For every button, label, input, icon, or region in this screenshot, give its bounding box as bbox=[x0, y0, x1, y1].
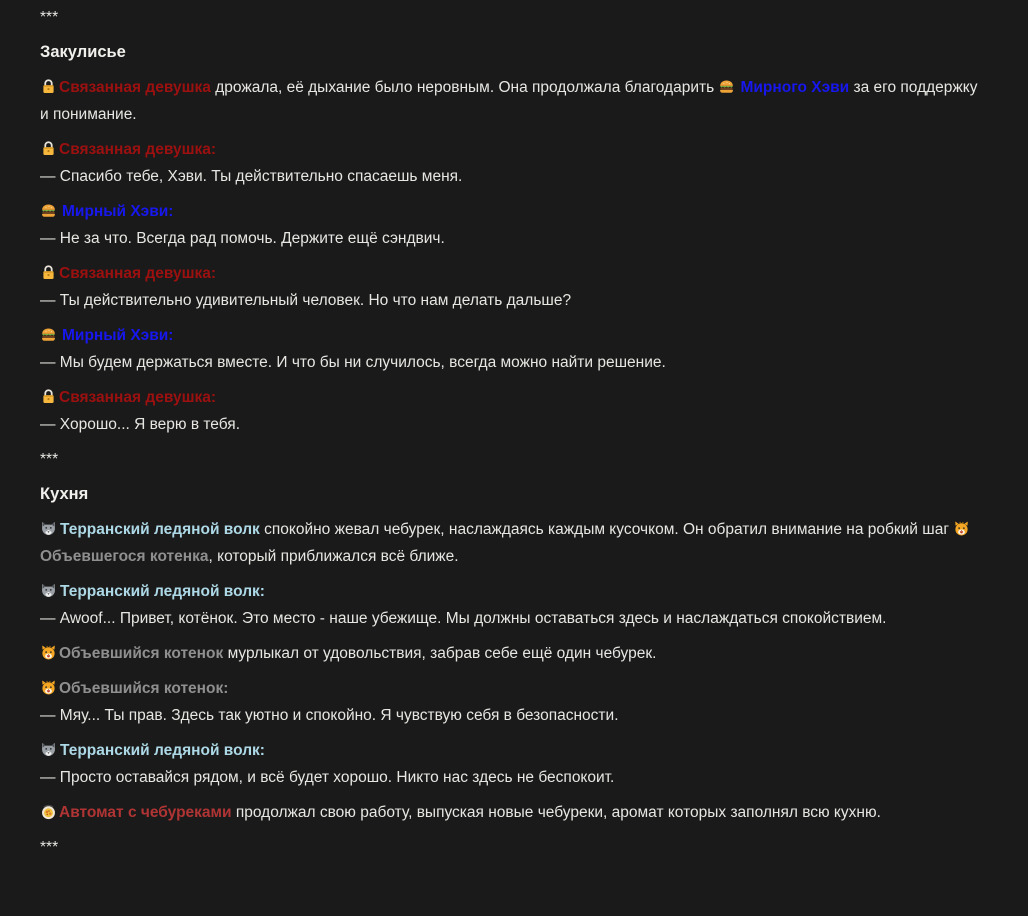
wolf-icon bbox=[40, 582, 57, 599]
speech-block bbox=[40, 260, 988, 314]
character-name: Объевшегося котенка bbox=[40, 548, 209, 565]
narration-text: продолжал свою работу, выпуская новые чебуреки, аромат которых заполнял всю кухню. bbox=[231, 804, 881, 821]
wolf-icon bbox=[40, 741, 57, 758]
dialogue-line: — Не за что. Всегда рад помочь. Держите ещё сэндвич. bbox=[40, 230, 445, 247]
dialogue-line: — Ты действительно удивительный человек. Но что нам делать дальше? bbox=[40, 292, 572, 309]
character-name: Мирного Хэви bbox=[740, 79, 850, 96]
character-name: Объевшийся котенок bbox=[59, 645, 224, 662]
narration-paragraph bbox=[40, 516, 988, 570]
speech-block bbox=[40, 384, 988, 438]
lock-icon bbox=[40, 140, 57, 157]
wolf-icon bbox=[40, 520, 57, 537]
speech-block bbox=[40, 198, 988, 252]
narration-text: за его поддержку и понимание. bbox=[40, 79, 978, 123]
narration-paragraph bbox=[40, 799, 988, 826]
speech-block bbox=[40, 675, 988, 729]
burger-icon bbox=[40, 202, 57, 219]
narration-text: спокойно жевал чебурек, наслаждаясь каждым кусочком. Он обратил внимание на робкий шаг bbox=[259, 521, 954, 538]
dialogue-line: — Хорошо... Я верю в тебя. bbox=[40, 416, 240, 433]
narration-paragraph bbox=[40, 640, 988, 667]
character-name: Связанная девушка: bbox=[59, 265, 217, 282]
character-name: Мирный Хэви: bbox=[62, 327, 174, 344]
section-separator: *** bbox=[40, 839, 59, 856]
cat-icon bbox=[953, 520, 970, 537]
narration-text: , который приближался всё ближе. bbox=[208, 548, 459, 565]
lock-icon bbox=[40, 78, 57, 95]
dialogue-line: — Awoof... Привет, котёнок. Это место - наше убежище. Мы должны оставаться здесь и наслаждаться спокойствием. bbox=[40, 610, 887, 627]
scene-heading: Закулисье bbox=[40, 43, 126, 61]
narration-text: дрожала, её дыхание было неровным. Она продолжала благодарить bbox=[210, 79, 719, 96]
character-name: Связанная девушка bbox=[59, 79, 211, 96]
speech-block bbox=[40, 136, 988, 190]
section-separator: *** bbox=[40, 9, 59, 26]
speech-block bbox=[40, 578, 988, 632]
cat-icon bbox=[40, 644, 57, 661]
dialogue-line: — Спасибо тебе, Хэви. Ты действительно спасаешь меня. bbox=[40, 168, 463, 185]
section-separator: *** bbox=[40, 451, 59, 468]
dialogue-line: — Просто оставайся рядом, и всё будет хорошо. Никто нас здесь не беспокоит. bbox=[40, 769, 615, 786]
lock-icon bbox=[40, 388, 57, 405]
lock-icon bbox=[40, 264, 57, 281]
speech-block bbox=[40, 737, 988, 791]
speech-block bbox=[40, 322, 988, 376]
dialogue-line: — Мы будем держаться вместе. И что бы ни случилось, всегда можно найти решение. bbox=[40, 354, 666, 371]
character-name: Объевшийся котенок: bbox=[59, 680, 229, 697]
pan-icon bbox=[40, 803, 57, 820]
character-name: Мирный Хэви: bbox=[62, 203, 174, 220]
dialogue-line: — Мяу... Ты прав. Здесь так уютно и спокойно. Я чувствую себя в безопасности. bbox=[40, 707, 619, 724]
character-name: Терранский ледяной волк: bbox=[60, 583, 265, 600]
burger-icon bbox=[718, 78, 735, 95]
narration-text: мурлыкал от удовольствия, забрав себе ещё один чебурек. bbox=[223, 645, 657, 662]
scene-heading: Кухня bbox=[40, 485, 89, 503]
burger-icon bbox=[40, 326, 57, 343]
character-name: Терранский ледяной волк bbox=[60, 521, 260, 538]
cat-icon bbox=[40, 679, 57, 696]
character-name: Связанная девушка: bbox=[59, 389, 217, 406]
character-name: Терранский ледяной волк: bbox=[60, 742, 265, 759]
narration-paragraph bbox=[40, 74, 988, 128]
character-name: Автомат с чебуреками bbox=[59, 804, 232, 821]
character-name: Связанная девушка: bbox=[59, 141, 217, 158]
